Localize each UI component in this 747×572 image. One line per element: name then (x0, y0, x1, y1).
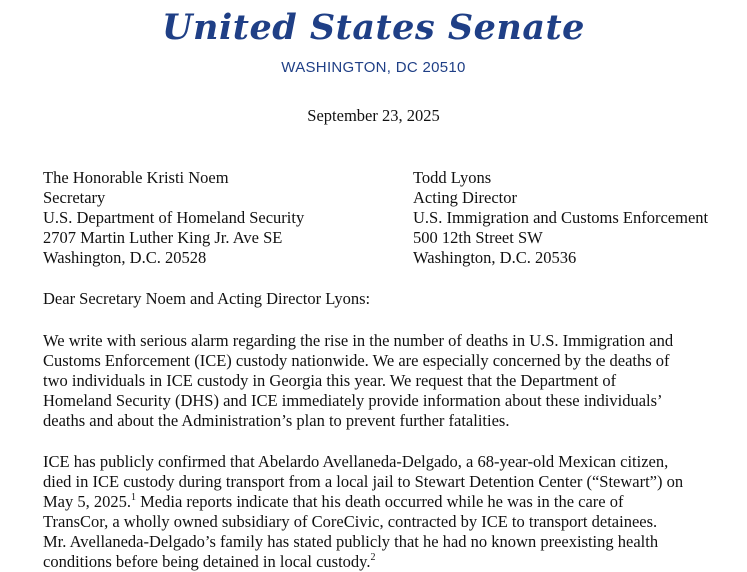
letterhead-title: United States Senate (162, 7, 585, 48)
paragraph-2 (43, 452, 733, 572)
letter-date: September 23, 2025 (307, 106, 440, 125)
recipient-street: 2707 Martin Luther King Jr. Ave SE (43, 228, 283, 247)
paragraph-segment: conditions before being detained in local custody. (43, 552, 371, 571)
paragraph-line: ICE has publicly confirmed that Abelardo Avellaneda-Delgado, a 68-year-old Mexican citizen, (43, 452, 669, 471)
footnote-marker[interactable]: 1 (131, 491, 136, 503)
recipient-street: 500 12th Street SW (413, 228, 543, 247)
paragraph-line: Homeland Security (DHS) and ICE immediately provide information about these individuals’ (43, 391, 663, 410)
paragraph-segment: May 5, 2025. (43, 492, 131, 511)
paragraph-1 (43, 331, 733, 431)
recipient-block-left (43, 168, 304, 268)
paragraph-line: deaths and about the Administration’s plan to prevent further fatalities. (43, 411, 510, 430)
paragraph-line: Mr. Avellaneda-Delgado’s family has stated publicly that he had no known preexisting health (43, 532, 659, 551)
paragraph-line (43, 552, 733, 572)
paragraph-line: We write with serious alarm regarding the rise in the number of deaths in U.S. Immigration and (43, 331, 674, 350)
recipient-organization: U.S. Department of Homeland Security (43, 208, 305, 227)
footnote-marker[interactable]: 2 (370, 551, 376, 563)
recipient-title: Acting Director (413, 188, 518, 207)
recipient-city: Washington, D.C. 20528 (43, 248, 207, 267)
recipient-name: The Honorable Kristi Noem (43, 168, 229, 187)
recipient-title: Secretary (43, 188, 106, 207)
recipient-city: Washington, D.C. 20536 (413, 248, 577, 267)
paragraph-line: two individuals in ICE custody in Georgia this year. We request that the Department of (43, 371, 617, 390)
recipient-block-right (413, 168, 708, 268)
paragraph-line: TransCor, a wholly owned subsidiary of CoreCivic, contracted by ICE to transport detainees. (43, 512, 658, 531)
recipient-organization: U.S. Immigration and Customs Enforcement (413, 208, 709, 227)
letterhead-subtitle: WASHINGTON, DC 20510 (281, 59, 466, 76)
paragraph-line: died in ICE custody during transport from a local jail to Stewart Detention Center (“Stewart”) on (43, 472, 684, 491)
paragraph-segment: Media reports indicate that his death occurred while he was in the care of (140, 492, 624, 511)
paragraph-line (43, 492, 733, 512)
paragraph-line: Customs Enforcement (ICE) custody nationwide. We are especially concerned by the deaths of (43, 351, 670, 370)
recipient-name: Todd Lyons (413, 168, 492, 187)
salutation: Dear Secretary Noem and Acting Director Lyons: (43, 289, 371, 308)
